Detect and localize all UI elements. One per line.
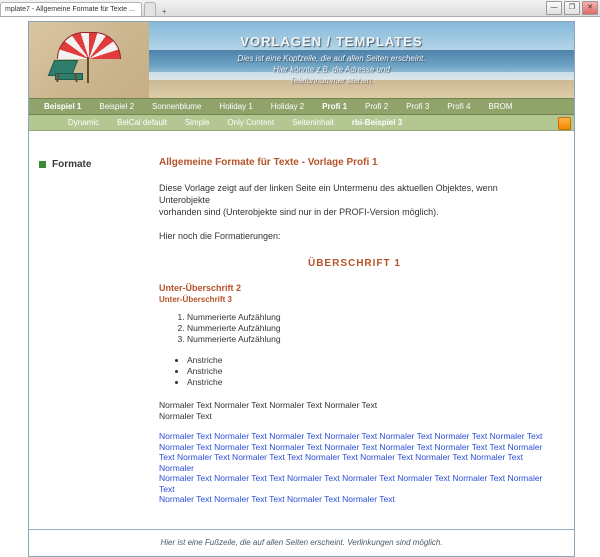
sidebar [29,131,149,529]
normal-text-line-2: Normaler Text [159,410,212,421]
rss-feed-icon[interactable] [558,117,571,130]
browser-tab-active[interactable]: mplate7 - Allgemeine Formate für Texte ... [0,2,142,16]
sidebar-item-label: Formate [52,159,92,170]
sidebar-item-formate[interactable] [39,159,143,170]
nav-item-holiday-2[interactable]: Holiday 2 [270,102,305,111]
nav-item-sonnenblume[interactable]: Sonnenblume [152,102,202,111]
blue-text-line-3: Text Normaler Text Normaler Text Text Normaler Text Normaler Text Normaler Text Normaler Text Normaler [159,452,524,473]
tab-strip [0,0,546,16]
numbered-list [159,312,550,345]
nav-item-profi-3[interactable]: Profi 3 [406,102,430,111]
blue-text-block [159,431,550,505]
banner-subtitle-line3: Telefonnummer stehen. [289,76,374,85]
nav-item-brom[interactable]: BROM [488,102,513,111]
blue-text-line-5: Normaler Text Normaler Text Text Normaler Text Normaler Text [159,494,395,504]
page-title: Allgemeine Formate für Texte - Vorlage Profi 1 [159,157,378,168]
primary-navigation [29,98,574,115]
list-item: 3. Nummerierte Aufzählung [187,334,550,345]
main-content [149,131,574,529]
maximize-button[interactable]: ❐ [564,1,580,15]
banner-title: VORLAGEN / TEMPLATES [240,34,423,49]
nav-item-profi-2[interactable]: Profi 2 [365,102,389,111]
blue-text-line-1: Normaler Text Normaler Text Normaler Text Normaler Text Normaler Text Normaler Text Normaler Text [159,431,543,441]
nav-item-profi-1[interactable]: Profi 1 [322,102,348,111]
normal-text-block [159,400,550,421]
blue-text-line-4: Normaler Text Normaler Text Text Normaler Text Normaler Text Normaler Text Normaler Text Normaler Text [159,473,543,494]
square-bullet-icon [39,161,46,168]
subnav-item-simple[interactable]: Simple [184,118,210,127]
banner-subtitle-line1: Dies ist eine Kopfzeile, die auf allen Seiten erscheint. [237,54,426,63]
blue-text-line-2: Normaler Text Normaler Text Normaler Text Normaler Text Normaler Text Normaler Text Text Normaler [159,441,543,452]
nav-item-beispiel-2[interactable]: Beispiel 2 [99,102,135,111]
page-footer [29,529,574,556]
intro-paragraph [159,182,550,218]
page-viewport [0,17,600,547]
banner-subtitle-line2: Hier könnte z.B. die Adresse und [273,65,390,74]
nav-item-holiday-1[interactable]: Holiday 1 [219,102,253,111]
header-banner [29,22,574,98]
list-item: • Anstriche [187,366,550,377]
intro-line-2: vorhanden sind (Unterobjekte sind nur in der PROFI-Version möglich). [159,207,439,217]
new-tab-button[interactable]: + [161,7,167,16]
intro-line-1: Diese Vorlage zeigt auf der linken Seite ein Untermenu des aktuellen Objektes, wenn Unterobjekte [159,183,498,205]
subnav-item-seiteninhalt[interactable]: Seiteninhalt [292,118,334,127]
window-controls [546,1,600,15]
close-button[interactable]: ✕ [582,1,598,15]
formats-intro: Hier noch die Formatierungen: [159,231,281,241]
normal-text-line-1: Normaler Text Normaler Text Normaler Text Normaler Text [159,400,378,410]
browser-chrome [0,0,600,17]
subnav-item-dynamic[interactable]: Dynamic [68,118,100,127]
heading-level-3: Unter-Überschrift 3 [159,295,232,304]
subnav-item-belcal-default[interactable]: BelCal default [117,118,167,127]
secondary-navigation [29,115,574,131]
heading-level-2: Unter-Überschrift 2 [159,283,242,293]
subnav-item-only-content[interactable]: Only Content [227,118,275,127]
nav-item-beispiel-1[interactable]: Beispiel 1 [44,102,82,111]
content-area [29,131,574,529]
minimize-button[interactable]: — [546,1,562,15]
list-item: 2. Nummerierte Aufzählung [187,323,550,334]
bullet-list [159,355,550,388]
site-container [28,21,575,557]
footer-text: Hier ist eine Fußzeile, die auf allen Seiten erscheint. Verlinkungen sind möglich. [160,538,443,547]
heading-level-1: ÜBERSCHRIFT 1 [307,258,401,269]
subnav-item-rbi-beispiel-3[interactable]: rbi-Beispiel 3 [351,118,403,127]
browser-tab-secondary[interactable] [144,2,156,16]
banner-text-block [29,34,574,86]
nav-item-profi-4[interactable]: Profi 4 [447,102,471,111]
list-item: • Anstriche [187,377,550,388]
list-item: • Anstriche [187,355,550,366]
list-item: 1. Nummerierte Aufzählung [187,312,550,323]
